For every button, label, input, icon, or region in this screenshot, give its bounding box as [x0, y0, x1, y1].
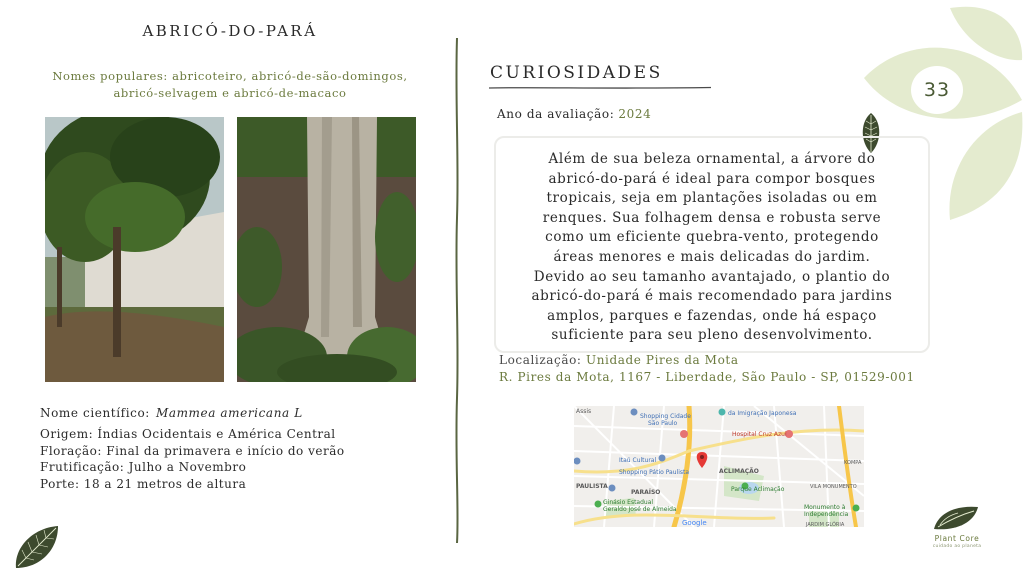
map-label: JARDIM GLÓRIA — [806, 522, 845, 527]
map-label: Monumento à — [804, 504, 846, 511]
brand-tagline: cuidado ao planeta — [932, 544, 982, 549]
curiosities-line: abricó-do-pará é mais recomendado para jardins — [531, 288, 893, 305]
fruiting: Frutificação: Julho a Novembro — [40, 460, 247, 474]
curiosities-line: como um eficiente quebra-vento, protegendo — [545, 229, 879, 246]
map-label: PARAÍSO — [631, 489, 661, 496]
popular-names-line-1: Nomes populares: abricoteiro, abricó-de-são-domingos, — [52, 69, 408, 83]
map-label: KOMPA — [844, 460, 862, 466]
curiosities-line: áreas menores e mais delicadas do jardim. — [553, 248, 871, 265]
location-map[interactable] — [574, 406, 864, 527]
curiosities-line: amplos, parques e fazendas, onde há espaço — [547, 307, 877, 324]
leaf-decoration-bottom-left — [12, 522, 60, 570]
scientific-name-label: Nome científico: — [40, 406, 150, 420]
plant-core-logo-icon — [930, 503, 982, 533]
curiosities-line: renques. Sua folhagem densa e robusta serve — [542, 209, 882, 226]
location-label: Localização: — [499, 353, 582, 367]
popular-names — [30, 68, 430, 102]
map-label: Parque Aclimação — [731, 486, 785, 493]
heading-underline — [489, 86, 711, 90]
popular-names-line-2: abricó-selvagem e abricó-de-macaco — [113, 86, 347, 100]
curiosities-line: abricó-do-pará é ideal para compor bosques — [548, 170, 876, 187]
origin: Origem: Índias Ocidentais e América Central — [40, 427, 336, 441]
tree-photo-2 — [237, 117, 416, 382]
curiosities-line: suficiente para seu pleno desenvolvimento. — [551, 327, 873, 344]
map-label: Ginásio Estadual — [603, 499, 654, 506]
map-label: Shopping Cidade — [640, 413, 691, 420]
evaluation-year-label: Ano da avaliação: — [497, 107, 615, 121]
evaluation-year — [497, 107, 651, 121]
flowering: Floração: Final da primavera e início do verão — [40, 443, 345, 458]
scientific-name: Mammea americana L — [155, 406, 303, 420]
tree-photo-1 — [45, 117, 224, 382]
vertical-divider — [454, 38, 460, 543]
map-label: Geraldo José de Almeida — [603, 506, 677, 513]
map-label: Assis — [576, 408, 592, 415]
brand-name: Plant Core — [934, 534, 980, 543]
size: Porte: 18 a 21 metros de altura — [40, 476, 247, 491]
map-label: da Imigração Japonesa — [728, 410, 797, 417]
map-label: Shopping Pátio Paulista — [619, 469, 690, 476]
map-label: Hospital Cruz Azul — [732, 431, 787, 438]
curiosities-text — [500, 150, 924, 346]
map-label: ACLIMAÇÃO — [719, 468, 759, 475]
location-unit: Unidade Pires da Mota — [586, 353, 739, 367]
curiosities-heading: CURIOSIDADES — [490, 63, 663, 83]
map-label: São Paulo — [648, 420, 678, 427]
map-label: VILA MONUMENTO — [810, 484, 857, 490]
plant-info — [40, 426, 345, 492]
map-label: PAULISTA — [576, 483, 608, 490]
plant-title: ABRICÓ-DO-PARÁ — [142, 22, 318, 40]
evaluation-year-value: 2024 — [618, 107, 652, 121]
curiosities-line: Além de sua beleza ornamental, a árvore do — [548, 151, 876, 167]
google-logo: Google — [682, 519, 707, 527]
curiosities-line: tropicais, seja em plantações isoladas ou em — [546, 190, 878, 207]
page-number-badge: 33 — [911, 66, 963, 114]
curiosities-line: Devido ao seu tamanho avantajado, o plantio do — [533, 268, 891, 285]
map-label: Itaú Cultural — [619, 457, 657, 464]
scientific-name-row — [40, 406, 303, 420]
location-address: R. Pires da Mota, 1167 - Liberdade, São Paulo - SP, 01529-001 — [499, 370, 915, 384]
map-label: Independência — [804, 511, 849, 518]
location — [499, 352, 915, 386]
